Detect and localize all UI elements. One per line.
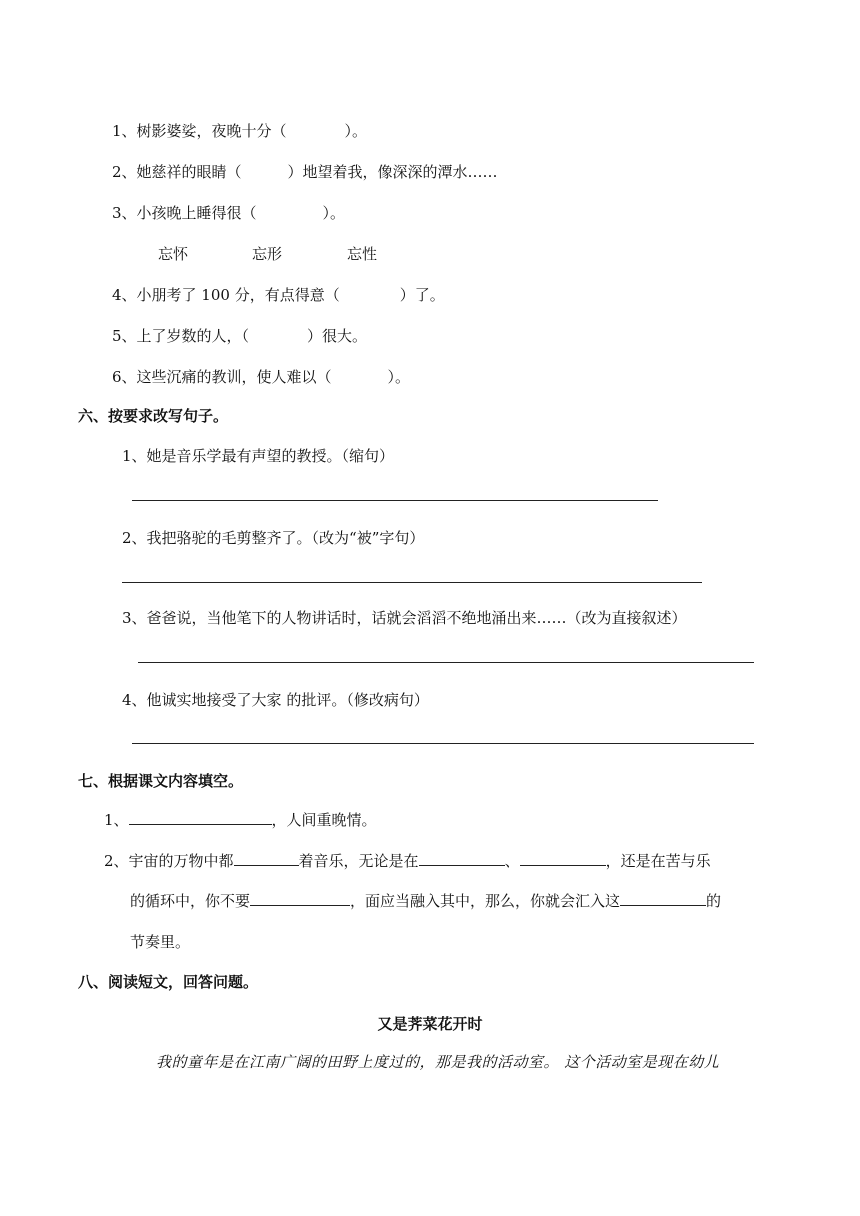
recall-item-2-line-1: 2、宇宙的万物中都 着音乐，无论是在 、 ，还是在苦与乐 <box>104 852 711 870</box>
fill-item-3: 3、小孩晚上睡得很（ ）。 <box>112 204 346 222</box>
blank[interactable] <box>234 851 299 866</box>
answer-line-1[interactable] <box>132 500 658 501</box>
word-option-2: 忘形 <box>252 245 283 263</box>
fill-item-4: 4、小朋考了 100 分，有点得意（ ）了。 <box>112 286 445 304</box>
rewrite-item-2: 2、我把骆驼的毛剪整齐了。（改为“被”字句） <box>122 529 425 547</box>
word-option-3: 忘性 <box>347 245 378 263</box>
section-7-heading: 七、根据课文内容填空。 <box>78 772 244 790</box>
section-8-heading: 八、阅读短文，回答问题。 <box>78 973 259 991</box>
blank[interactable] <box>250 891 350 906</box>
answer-line-4[interactable] <box>132 743 754 744</box>
blank[interactable] <box>520 851 606 866</box>
rewrite-item-1: 1、她是音乐学最有声望的教授。（缩句） <box>122 447 395 465</box>
recall-item-2-line-2: 的循环中，你不要 ，面应当融入其中，那么，你就会汇入这 的 <box>130 892 722 910</box>
blank[interactable] <box>129 810 272 825</box>
fill-item-6: 6、这些沉痛的教训，使人难以（ ）。 <box>112 368 411 386</box>
fill-item-1: 1、树影婆娑，夜晚十分（ ）。 <box>112 122 368 140</box>
blank[interactable] <box>620 891 706 906</box>
recall-item-1: 1、 ，人间重晚情。 <box>104 811 377 829</box>
fill-item-2: 2、她慈祥的眼睛（ ）地望着我，像深深的潭水…… <box>112 163 498 181</box>
blank[interactable] <box>419 851 505 866</box>
passage-title: 又是荠菜花开时 <box>377 1015 483 1033</box>
word-option-1: 忘怀 <box>158 245 189 263</box>
rewrite-item-4: 4、他诚实地接受了大家 的批评。（修改病句） <box>122 691 429 709</box>
fill-item-5: 5、上了岁数的人，（ ）很大。 <box>112 327 368 345</box>
section-6-heading: 六、按要求改写句子。 <box>78 407 229 425</box>
answer-line-3[interactable] <box>138 662 754 663</box>
passage-paragraph: 我的童年是在江南广阔的田野上度过的，那是我的活动室。 这个活动室是现在幼儿 <box>156 1053 720 1071</box>
answer-line-2[interactable] <box>122 582 702 583</box>
rewrite-item-3: 3、爸爸说，当他笔下的人物讲话时，话就会滔滔不绝地涌出来……（改为直接叙述） <box>122 609 687 627</box>
recall-item-2-line-3: 节奏里。 <box>130 933 191 951</box>
